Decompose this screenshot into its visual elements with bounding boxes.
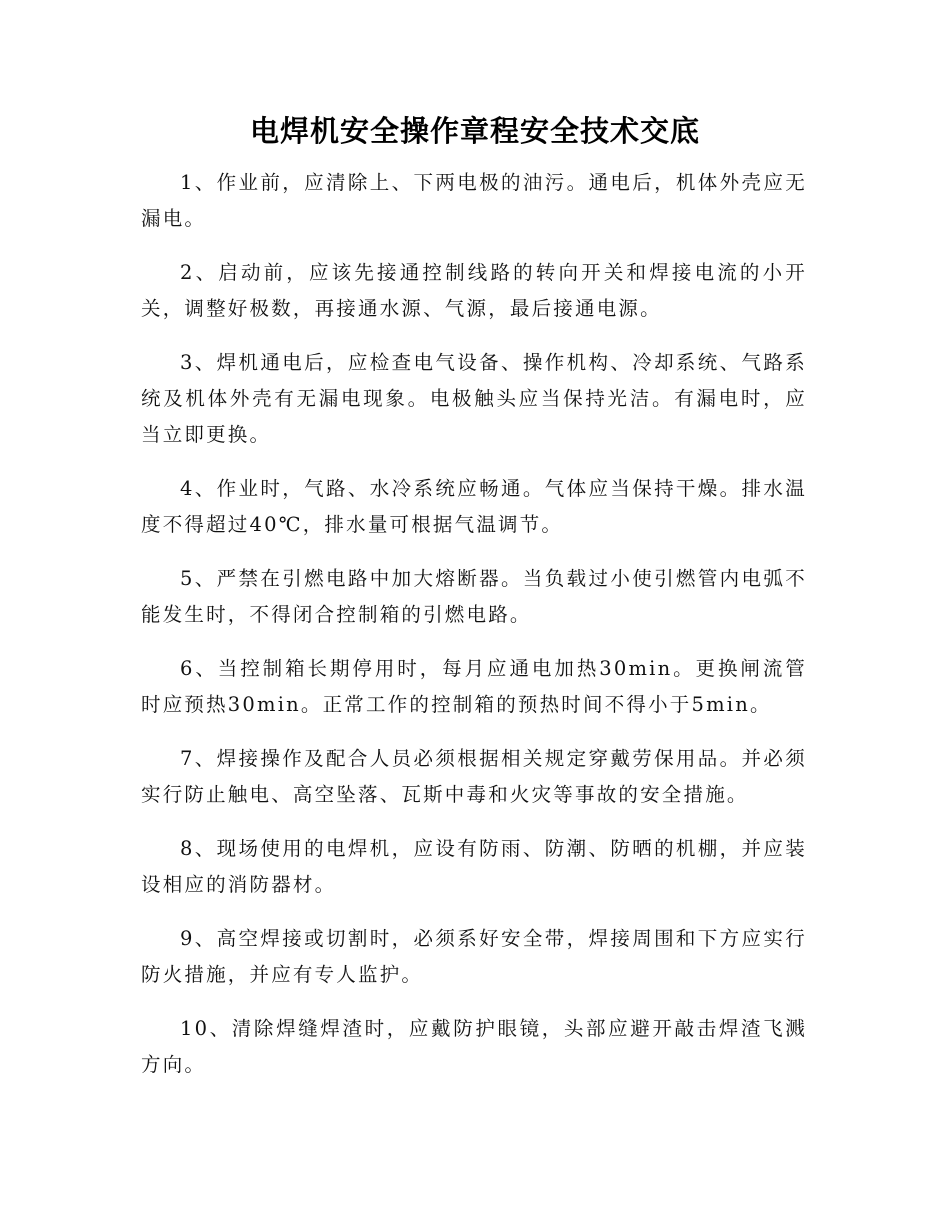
- paragraph-2: 2、启动前，应该先接通控制线路的转向开关和焊接电流的小开关，调整好极数，再接通水源、气源，最后接通电源。: [141, 261, 807, 320]
- paragraph-9: 9、高空焊接或切割时，必须系好安全带，焊接周围和下方应实行防火措施，并应有专人监护。: [141, 927, 807, 986]
- paragraph-4: 4、作业时，气路、水冷系统应畅通。气体应当保持干燥。排水温度不得超过40℃，排水量可根据气温调节。: [141, 477, 807, 536]
- paragraph-7: 7、焊接操作及配合人员必须根据相关规定穿戴劳保用品。并必须实行防止触电、高空坠落、瓦斯中毒和火灾等事故的安全措施。: [141, 747, 807, 806]
- paragraph-8: 8、现场使用的电焊机，应设有防雨、防潮、防晒的机棚，并应装设相应的消防器材。: [141, 837, 807, 896]
- paragraph-3: 3、焊机通电后，应检查电气设备、操作机构、冷却系统、气路系统及机体外壳有无漏电现象。电极触头应当保持光洁。有漏电时，应当立即更换。: [141, 351, 807, 446]
- paragraph-6: 6、当控制箱长期停用时，每月应通电加热30min。更换闸流管时应预热30min。正常工作的控制箱的预热时间不得小于5min。: [141, 657, 807, 716]
- paragraph-10: 10、清除焊缝焊渣时，应戴防护眼镜，头部应避开敲击焊渣飞溅方向。: [141, 1017, 807, 1076]
- paragraph-5: 5、严禁在引燃电路中加大熔断器。当负载过小使引燃管内电弧不能发生时，不得闭合控制箱的引燃电路。: [141, 567, 807, 626]
- paragraph-1: 1、作业前，应清除上、下两电极的油污。通电后，机体外壳应无漏电。: [141, 171, 807, 230]
- document-body: [141, 165, 807, 1101]
- document-title: 电焊机安全操作章程安全技术交底: [249, 114, 700, 148]
